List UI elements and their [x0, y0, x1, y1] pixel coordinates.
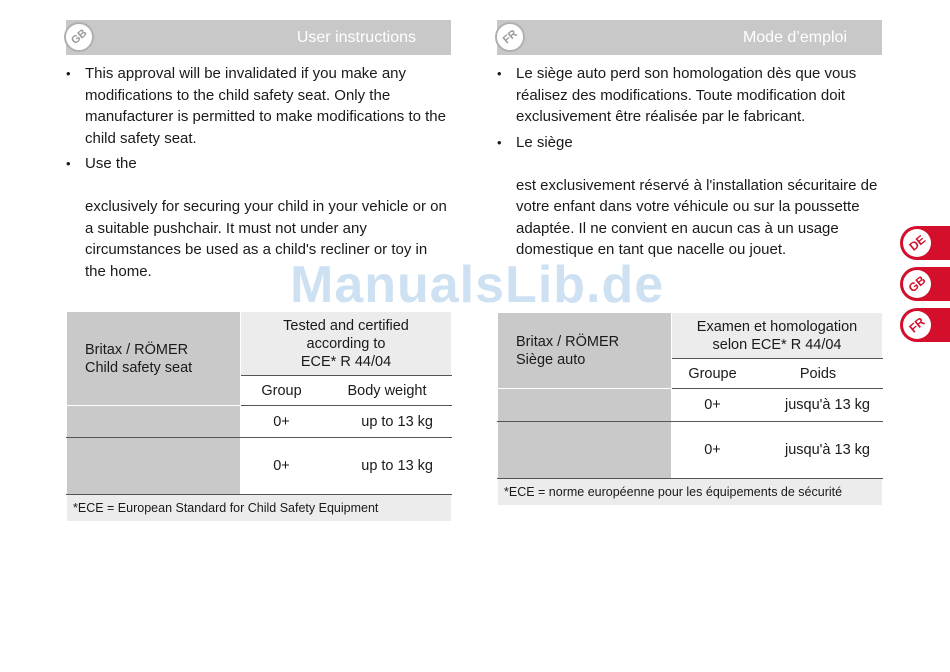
fr-bullet-usage: • Le siège est exclusivement réservé à l'installation sécuritaire de votre enfant dans votre véhicule ou sur la poussette adaptée. Il ne convient en aucun cas à un usage domestique en tant que nacelle ou jouet.	[497, 132, 882, 261]
gb-header-title: User instructions	[296, 29, 416, 46]
fr-language-badge: FR	[495, 22, 525, 52]
gb-footnote: *ECE = European Standard for Child Safety Equipment	[67, 495, 452, 522]
gb-row1-group: 0+	[241, 406, 323, 438]
fr-col-group-header: Groupe	[672, 359, 754, 389]
fr-row2-product	[498, 422, 672, 479]
fr-bullet-list	[497, 63, 882, 261]
gb-row2-product	[67, 438, 241, 495]
fr-row1-group: 0+	[672, 389, 754, 422]
gb-bullet-approval: • This approval will be invalidated if you make any modifications to the child safety seat. Only the manufacturer is permitted to make modifications to the child safety seat.	[66, 63, 451, 149]
gb-row2-group: 0+	[241, 438, 323, 495]
fr-column	[497, 20, 882, 499]
fr-row1-product	[498, 389, 672, 422]
fr-row2-weight: jusqu'à 13 kg	[754, 422, 883, 479]
fr-tested-cell: Examen et homologation selon ECE* R 44/04	[672, 313, 883, 359]
fr-col-weight-header: Poids	[754, 359, 883, 389]
gb-col-group-header: Group	[241, 376, 323, 406]
gb-product-cell: Britax / RÖMER Child safety seat	[67, 312, 241, 406]
gb-col-weight-header: Body weight	[323, 376, 452, 406]
fr-bullet-approval: • Le siège auto perd son homologation dès que vous réalisez des modifications. Toute modification doit exclusivement être réalisée par le fabricant.	[497, 63, 882, 128]
gb-spec-table	[66, 311, 452, 522]
fr-header-title: Mode d’emploi	[742, 29, 847, 46]
fr-footnote: *ECE = norme européenne pour les équipements de sécurité	[498, 479, 883, 506]
gb-bullet-usage: • Use the exclusively for securing your child in your vehicle or on a suitable pushchair. It must not under any circumstances be used as a child's recliner or toy in the home.	[66, 153, 451, 282]
fr-row2-group: 0+	[672, 422, 754, 479]
tab-gb[interactable]: GB	[900, 267, 950, 301]
gb-row2-weight: up to 13 kg	[323, 438, 452, 495]
gb-bullet-list	[66, 63, 451, 282]
fr-spec-table	[497, 312, 883, 506]
gb-row1-weight: up to 13 kg	[323, 406, 452, 438]
fr-product-cell: Britax / RÖMER Siège auto	[498, 313, 672, 389]
fr-header-bar	[497, 20, 882, 55]
watermark: ManualsLib.de	[290, 256, 665, 314]
gb-column	[66, 20, 451, 515]
gb-tested-cell: Tested and certified according to ECE* R 44/04	[241, 312, 452, 376]
tab-fr[interactable]: FR	[900, 308, 950, 342]
gb-row1-product	[67, 406, 241, 438]
tab-de[interactable]: DE	[900, 226, 950, 260]
fr-row1-weight: jusqu'à 13 kg	[754, 389, 883, 422]
gb-language-badge: GB	[64, 22, 94, 52]
gb-header-bar	[66, 20, 451, 55]
